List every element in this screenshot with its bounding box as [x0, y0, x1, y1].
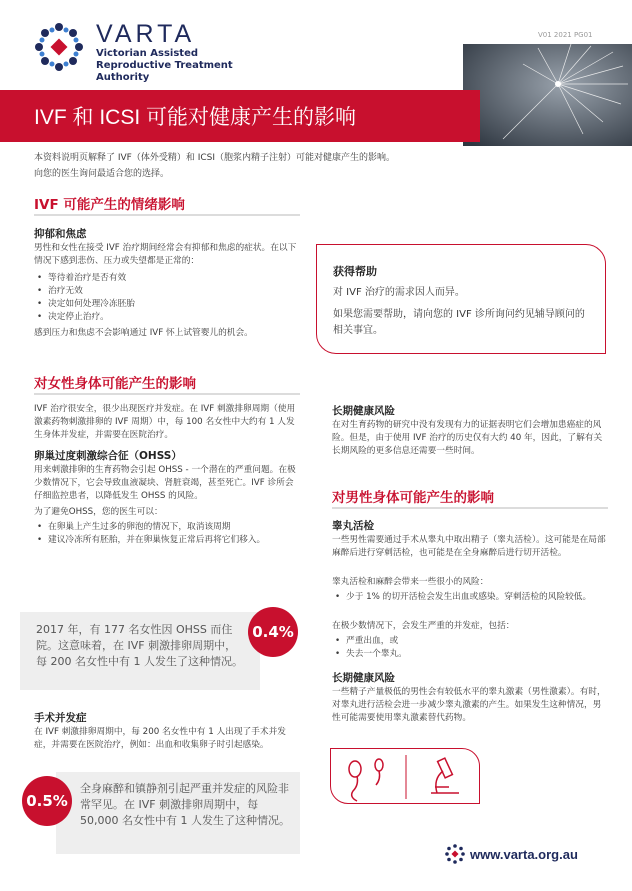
depression-bullets: [34, 272, 300, 324]
male-heading: 对男性身体可能产生的影响: [332, 490, 494, 506]
depression-heading: 抑郁和焦虑: [34, 228, 87, 240]
stat-text-anaesthesia: 全身麻醉和镇静剂引起严重并发症的风险非常罕见。在 IVF 刺激排卵周期中，每 50,000 名女性中有 1 人发生了这种情况。: [80, 782, 290, 827]
male-longterm-paragraph: 一些精子产量极低的男性会有较低水平的睾丸激素（男性激素）。有时，对睾丸进行活检会进一步减少睾丸激素的产生。如果发生这种情况，男性可能需要使用睾丸激素替代药物。: [332, 687, 606, 723]
female-divider: [34, 393, 300, 395]
list-item: • 少于 1% 的切开活检会发生出血或感染。穿刺活检的风险较低。: [332, 591, 608, 604]
female-longterm-paragraph: 在对生育药物的研究中没有发现有力的证据表明它们会增加患癌症的风险。但是，由于使用 IVF 治疗的历史仅有大约 40 年，因此，了解有关长期风险的更多信息还需要一些时间。: [332, 420, 603, 456]
version-label: V01 2021 PG01: [538, 31, 593, 39]
stress-paragraph: 感到压力和焦虑不会影响通过 IVF 怀上试管婴儿的机会。: [34, 328, 253, 338]
female-heading: 对女性身体可能产生的影响: [34, 376, 196, 392]
list-item: • 决定如何处理冷冻胚胎: [34, 298, 300, 311]
brand-subtitle: Victorian Assisted Reproductive Treatment Authority: [96, 48, 233, 83]
list-item: • 建议冷冻所有胚胎，并在卵巢恢复正常后再将它们移入。: [34, 534, 300, 547]
intro-text: [34, 150, 454, 182]
list-item: • 治疗无效: [34, 285, 300, 298]
sperm-and-microscope-icon: [331, 749, 481, 805]
ohss-lead: 为了避免OHSS，您的医生可以：: [34, 507, 163, 517]
emotional-divider: [34, 214, 300, 216]
biopsy-paragraph-2: 睾丸活检和麻醉会带来一些很小的风险：: [332, 577, 489, 587]
intro-line-2: 向您的医生询问最适合您的选择。: [34, 169, 170, 179]
help-text-1: 对 IVF 治疗的需求因人而异。: [333, 287, 465, 298]
get-help-box: [316, 244, 606, 354]
surgery-paragraph: 在 IVF 刺激排卵周期中，每 200 名女性中有 1 人出现了手术并发症，并需要在医院治疗，例如：出血和收集卵子时引起感染。: [34, 727, 286, 750]
list-item: • 在卵巢上产生过多的卵泡的情况下，取消该周期: [34, 521, 300, 534]
list-item: • 决定停止治疗。: [34, 311, 300, 324]
biopsy-heading: 睾丸活检: [332, 520, 374, 532]
help-text-2: 如果您需要帮助，请向您的 IVF 诊所询问约见辅导顾问的相关事宜。: [333, 309, 585, 336]
biopsy-bullets-2: [332, 635, 608, 661]
emotional-heading: IVF 可能产生的情绪影响: [34, 197, 185, 213]
illustration-box: [330, 748, 480, 804]
stat-text-ohss: 2017 年，有 177 名女性因 OHSS 而住院。这意味着，在 IVF 刺激排卵周期中，每 200 名女性中有 1 人发生了这种情况。: [36, 623, 243, 668]
ohss-paragraph: 用来刺激排卵的生育药物会引起 OHSS - 一个潜在的严重问题。在极少数情况下，它会导致血液凝块、肾脏衰竭，甚至死亡。IVF 诊所会仔细监控患者，以降低发生 OHSS 的风险。: [34, 465, 296, 501]
female-intro: IVF 治疗很安全，很少出现医疗并发症。在 IVF 刺激排卵周期（使用激素药物刺激排卵的 IVF 周期）中，每 100 名女性中大约有 1 人发生身体并发症，并需要在医院治疗。: [34, 404, 296, 440]
male-longterm-heading: 长期健康风险: [332, 672, 395, 684]
page-title: IVF 和 ICSI 可能对健康产生的影响: [34, 106, 357, 129]
website-link[interactable]: www.varta.org.au: [470, 847, 578, 862]
varta-logo-icon: [34, 22, 84, 72]
female-longterm-heading: 长期健康风险: [332, 405, 395, 417]
list-item: • 严重出血，或: [332, 635, 608, 648]
stat-value-ohss: 0.4%: [248, 607, 298, 657]
intro-line-1: 本资料说明页解释了 IVF（体外受精）和 ICSI（胞浆内精子注射）可能对健康产生的影响。: [34, 153, 396, 163]
brand-name: VARTA: [96, 20, 196, 48]
hero-image: [463, 44, 632, 146]
surgery-heading: 手术并发症: [34, 712, 87, 724]
biopsy-paragraph-1: 一些男性需要通过手术从睾丸中取出精子（睾丸活检）。这可能是在局部麻醉后进行穿刺活检，也可能是在全身麻醉后进行切开活检。: [332, 535, 606, 558]
ohss-bullets: [34, 521, 300, 547]
dandelion-seed-image: [463, 44, 632, 146]
biopsy-bullets: [332, 591, 608, 604]
ohss-heading: 卵巢过度刺激综合征（OHSS）: [34, 450, 182, 462]
male-divider: [332, 507, 608, 509]
depression-paragraph: 男性和女性在接受 IVF 治疗期间经常会有抑郁和焦虑的症状。在以下情况下感到悲伤、压力或失望都是正常的：: [34, 243, 297, 266]
stat-value-anaesthesia: 0.5%: [22, 776, 72, 826]
varta-footer-logo-icon: [445, 844, 465, 864]
list-item: • 失去一个睾丸。: [332, 648, 608, 661]
biopsy-paragraph-3: 在极少数情况下，会发生严重的并发症，包括：: [332, 621, 515, 631]
help-title: 获得帮助: [333, 265, 377, 278]
list-item: • 等待着治疗是否有效: [34, 272, 300, 285]
